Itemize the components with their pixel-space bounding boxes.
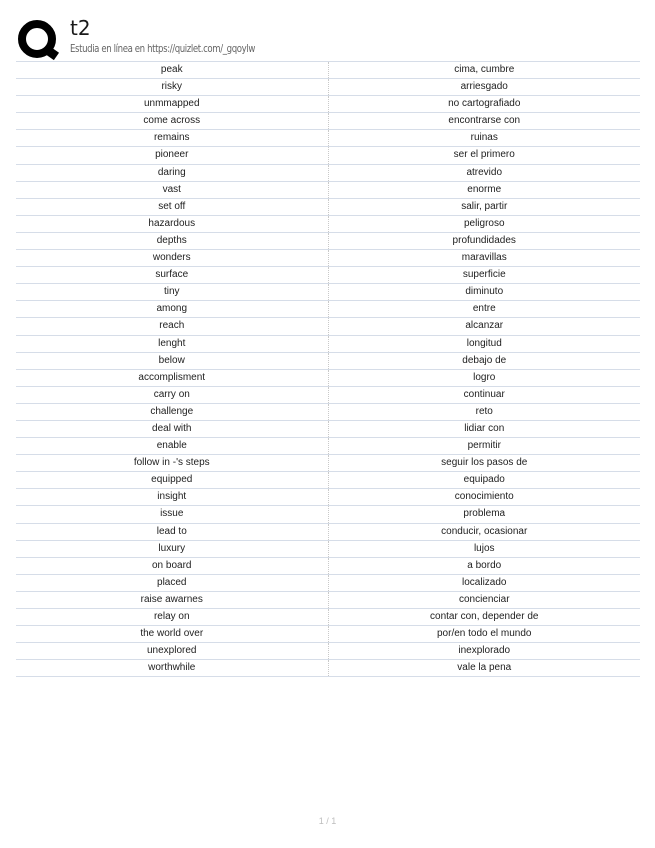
term-cell: hazardous [16,216,329,232]
set-title: t2 [70,16,91,40]
term-row [16,643,640,660]
term-row [16,165,640,182]
term-cell: risky [16,79,329,95]
term-row [16,79,640,96]
definition-cell: contar con, depender de [430,611,539,622]
definition-cell: logro [473,371,496,383]
document-header [16,14,641,60]
definition-cell: enorme [467,183,502,195]
term-row [16,250,640,267]
term-cell: equipped [16,472,329,488]
term-row [16,575,640,592]
definition-cell: localizado [462,576,507,588]
definition-cell: permitir [467,440,501,452]
term-row [16,318,640,335]
term-cell: set off [16,199,329,215]
term-row [16,284,640,301]
definition-cell: cima, cumbre [454,64,515,75]
definition-cell: peligroso [463,217,505,229]
term-cell: surface [16,267,329,283]
definition-cell: conducir, ocasionar [441,525,528,537]
definition-cell: problema [463,508,506,520]
term-row [16,233,640,250]
term-cell: issue [16,506,329,522]
page-indicator: 1 / 1 [318,816,337,826]
terms-table [16,61,640,677]
term-cell: challenge [16,404,329,420]
definition-cell: alcanzar [465,320,504,332]
set-url-subtitle: Estudia en línea en https://quizlet.com/_gqoylw [70,42,255,55]
term-row [16,438,640,455]
definition-cell: conocimiento [454,491,514,503]
term-row [16,147,640,164]
term-row [16,113,640,130]
term-row [16,421,640,438]
term-row [16,62,640,79]
term-cell: placed [16,575,329,591]
term-cell: tiny [16,284,329,300]
definition-cell: debajo de [462,354,507,366]
definition-cell: vale la pena [457,662,512,674]
definition-cell: seguir los pasos de [441,457,528,469]
term-cell: on board [16,558,329,574]
term-cell: the world over [16,626,329,642]
term-row [16,96,640,113]
definition-cell: arriesgado [460,81,508,93]
definition-cell: encontrarse con [448,115,521,127]
definition-cell: diminuto [465,286,504,298]
quizlet-logo-icon [16,18,60,62]
definition-cell: longitud [466,337,502,349]
term-cell: unexplored [16,643,329,659]
term-cell: below [16,353,329,369]
term-row [16,370,640,387]
term-cell: enable [16,438,329,454]
definition-cell: profundidades [452,234,516,246]
term-cell: depths [16,233,329,249]
term-cell: reach [16,318,329,334]
term-row [16,541,640,558]
term-cell: worthwhile [16,660,329,676]
term-cell: come across [16,113,329,129]
term-row [16,267,640,284]
definition-cell: equipado [463,474,505,486]
term-row [16,130,640,147]
term-row [16,336,640,353]
definition-cell: salir, partir [461,200,508,212]
term-cell: remains [16,130,329,146]
term-cell: daring [16,165,329,181]
term-row [16,182,640,199]
term-cell: luxury [16,541,329,557]
definition-cell: inexplorado [458,645,511,657]
term-cell: vast [16,182,329,198]
term-row [16,592,640,609]
definition-cell: continuar [463,388,505,400]
term-cell: follow in -'s steps [16,455,329,471]
term-row [16,387,640,404]
term-row [16,558,640,575]
definition-cell: superficie [462,269,506,281]
definition-cell: por/en todo el mundo [436,628,532,640]
term-cell: among [16,301,329,317]
term-row [16,472,640,489]
term-cell: wonders [16,250,329,266]
term-cell: insight [16,489,329,505]
term-row [16,506,640,523]
term-cell: pioneer [16,147,329,163]
term-row [16,216,640,233]
term-row [16,626,640,643]
term-cell: relay on [16,609,329,625]
definition-cell: lujos [473,542,495,554]
definition-cell: a bordo [467,559,502,571]
term-cell: accomplisment [16,370,329,386]
term-cell: raise awarnes [16,592,329,608]
term-cell: deal with [16,421,329,437]
term-cell: carry on [16,387,329,403]
term-row [16,301,640,318]
term-row [16,609,640,626]
term-cell: lead to [16,524,329,540]
definition-cell: ser el primero [453,149,515,161]
term-cell: unmmapped [16,96,329,112]
term-row [16,524,640,541]
definition-cell: entre [472,303,496,315]
definition-cell: reto [475,405,493,417]
term-row [16,489,640,506]
term-row [16,404,640,421]
term-row [16,455,640,472]
term-row [16,660,640,677]
definition-cell: ruinas [470,132,498,144]
term-row [16,199,640,216]
definition-cell: concienciar [458,593,510,605]
term-cell: lenght [16,336,329,352]
definition-cell: atrevido [466,166,503,178]
term-row [16,353,640,370]
definition-cell: maravillas [461,252,507,264]
definition-cell: no cartografiado [448,98,521,110]
definition-cell: lidiar con [464,422,505,434]
term-cell: peak [16,62,329,78]
